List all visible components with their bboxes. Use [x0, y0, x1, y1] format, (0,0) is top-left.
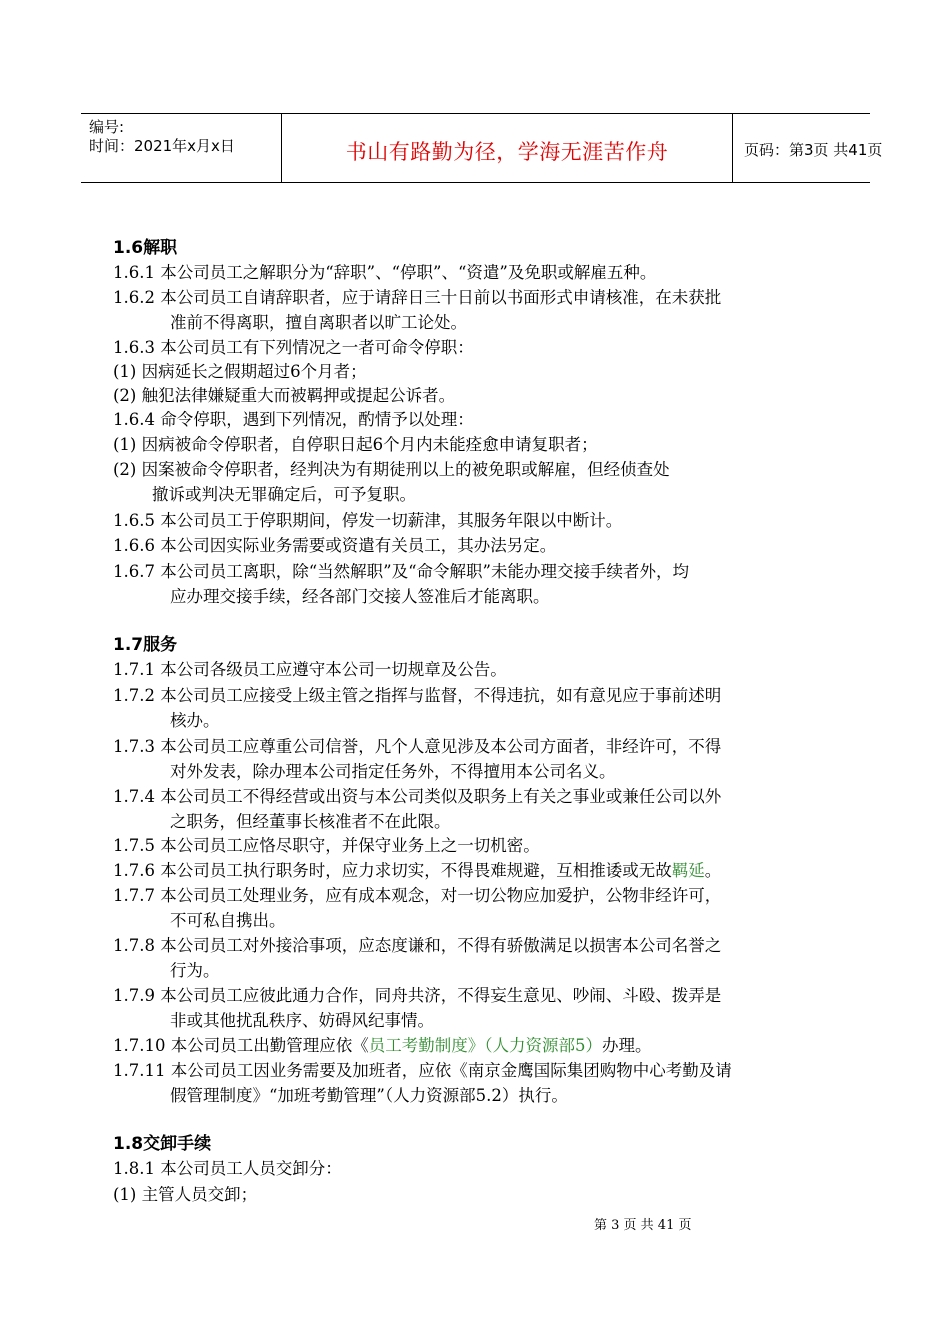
time-label: 时间：2021年x月x日 — [89, 137, 235, 155]
clause-1-6-3: 1.6.3 本公司员工有下列情况之一者可命令停职： — [113, 338, 474, 357]
section-title-1-6: 1.6解职 — [113, 238, 178, 258]
list-item-cont: 撤诉或判决无罪确定后，可予复职。 — [152, 485, 416, 504]
clause-1-7-10 — [113, 1036, 651, 1056]
clause-1-7-10-end: 办理。 — [601, 1036, 652, 1055]
clause-1-6-1: 1.6.1 本公司员工之解职分为“辞职”、“停职”、“资遣”及免职或解雇五种。 — [113, 263, 657, 282]
list-item: (1) 因病被命令停职者，自停职日起6个月内未能痊愈申请复职者； — [113, 435, 598, 454]
page-footer: 第 3 页 共 41 页 — [594, 1218, 692, 1233]
clause-1-7-3-cont: 对外发表，除办理本公司指定任务外，不得擅用本公司名义。 — [170, 762, 616, 781]
clause-1-7-5: 1.7.5 本公司员工应恪尽职守，并保守业务上之一切机密。 — [113, 836, 540, 855]
clause-1-7-3: 1.7.3 本公司员工应尊重公司信誉，凡个人意见涉及本公司方面者，非经许可，不得 — [113, 737, 722, 756]
section-title-1-8: 1.8交卸手续 — [113, 1134, 212, 1154]
clause-1-7-1: 1.7.1 本公司各级员工应遵守本公司一切规章及公告。 — [113, 660, 507, 679]
list-item: (2) 触犯法律嫌疑重大而被羁押或提起公诉者。 — [113, 386, 456, 405]
list-item: (2) 因案被命令停职者，经判决为有期徒刑以上的被免职或解雇，但经侦查处 — [113, 460, 670, 479]
clause-1-7-8-cont: 行为。 — [170, 961, 220, 980]
header-page-cell — [733, 114, 883, 182]
clause-1-6-2: 1.6.2 本公司员工自请辞职者，应于请辞日三十日前以书面形式申请核准，在未获批 — [113, 288, 722, 307]
motto-text: 书山有路勤为径，学海无涯苦作舟 — [345, 140, 669, 164]
header-motto-cell — [281, 114, 733, 182]
clause-1-6-4: 1.6.4 命令停职，遇到下列情况，酌情予以处理： — [113, 410, 474, 429]
highlighted-reference: 员工考勤制度》（人力资源部5） — [368, 1036, 602, 1055]
document-header — [81, 113, 883, 183]
header-meta-cell — [81, 114, 281, 182]
list-item: (1) 因病延长之假期超过6个月者； — [113, 362, 367, 381]
highlighted-term: 羁延 — [671, 861, 705, 880]
clause-1-8-1: 1.8.1 本公司员工人员交卸分： — [113, 1159, 342, 1178]
clause-1-6-5: 1.6.5 本公司员工于停职期间，停发一切薪津，其服务年限以中断计。 — [113, 511, 623, 530]
clause-1-7-2-cont: 核办。 — [170, 711, 220, 730]
clause-1-6-6: 1.6.6 本公司因实际业务需要或资遣有关员工，其办法另定。 — [113, 536, 557, 555]
clause-1-7-10-text: 1.7.10 本公司员工出勤管理应依《 — [113, 1036, 369, 1055]
clause-1-7-4: 1.7.4 本公司员工不得经营或出资与本公司类似及职务上有关之事业或兼任公司以外 — [113, 787, 722, 806]
section-title-1-7: 1.7服务 — [113, 635, 178, 655]
page-label: 页码：第3页 共41页 — [744, 141, 883, 159]
clause-1-7-11-cont: 假管理制度》“加班考勤管理”（人力资源部5.2）执行。 — [170, 1086, 568, 1105]
clause-1-7-4-cont: 之职务，但经董事长核准者不在此限。 — [170, 812, 451, 831]
clause-1-6-7: 1.6.7 本公司员工离职，除“当然解职”及“命令解职”未能办理交接手续者外，均 — [113, 562, 689, 581]
number-label: 编号: — [89, 118, 125, 136]
clause-1-7-2: 1.7.2 本公司员工应接受上级主管之指挥与监督，不得违抗，如有意见应于事前述明 — [113, 686, 722, 705]
clause-1-7-6 — [113, 861, 721, 881]
clause-1-7-9-cont: 非或其他扰乱秩序、妨碍风纪事情。 — [170, 1011, 434, 1030]
clause-1-7-8: 1.7.8 本公司员工对外接洽事项，应态度谦和，不得有骄傲满足以损害本公司名誉之 — [113, 936, 722, 955]
clause-1-7-7: 1.7.7 本公司员工处理业务，应有成本观念，对一切公物应加爱护，公物非经许可， — [113, 886, 722, 905]
clause-1-6-7-cont: 应办理交接手续，经各部门交接人签准后才能离职。 — [170, 587, 550, 606]
clause-1-6-2-cont: 准前不得离职，擅自离职者以旷工论处。 — [170, 313, 467, 332]
clause-1-7-6-end: 。 — [704, 861, 722, 880]
list-item: (1) 主管人员交卸； — [113, 1185, 258, 1204]
clause-1-7-9: 1.7.9 本公司员工应彼此通力合作，同舟共济，不得妄生意见、吵闹、斗殴、拨弄是 — [113, 986, 722, 1005]
clause-1-7-6-text: 1.7.6 本公司员工执行职务时，应力求切实，不得畏难规避，互相推诿或无故 — [113, 861, 672, 880]
clause-1-7-11: 1.7.11 本公司员工因业务需要及加班者，应依《南京金鹰国际集团购物中心考勤及请 — [113, 1061, 732, 1080]
clause-1-7-7-cont: 不可私自携出。 — [170, 911, 286, 930]
